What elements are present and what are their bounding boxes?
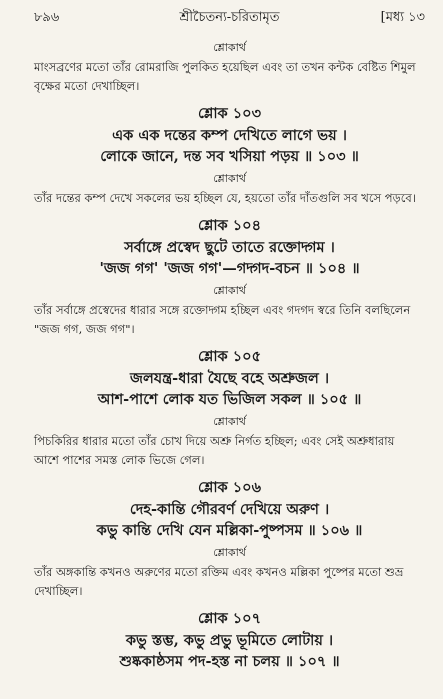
verse-line: দেহ-কান্তি গৌরবর্ণ দেখিয়ে অরুণ । — [129, 501, 330, 518]
translation-paragraph — [34, 301, 425, 338]
translation-label: শ্লোকার্থ — [213, 415, 246, 428]
translation-label: শ্লোকার্থ — [213, 284, 246, 297]
verse-number-heading: শ্লোক ১০৪ — [198, 217, 261, 234]
verse-line: জলযন্ত্র-ধারা যৈছে বহে অশ্রুজল । — [129, 370, 330, 387]
verse-line: সর্বাঙ্গে প্রস্বেদ ছুটে তাতে রক্তোদ্গম । — [124, 239, 335, 256]
page-header — [34, 8, 425, 30]
paragraph-line: তাঁর দন্তের কম্প দেখে সকলের ভয় হচ্ছিল যে, হয়তো তাঁর দাঁতগুলি সব খসে পড়বে। — [34, 191, 416, 205]
verse-line: শুষ্ককাষ্ঠসম পদ-হস্ত না চলয় ॥ ১০৭ ॥ — [119, 653, 340, 670]
verse-block — [34, 368, 425, 410]
verse-line: এক এক দন্তের কম্প দেখিতে লাগে ভয় । — [112, 127, 347, 144]
paragraph-line: বৃক্ষের মতো দেখাচ্ছিল। — [34, 79, 140, 93]
running-title: শ্রীচৈতন্য-চরিতামৃত — [179, 10, 280, 25]
verse-number-heading: শ্লোক ১০৬ — [197, 479, 261, 496]
translation-paragraph — [34, 189, 425, 207]
paragraph-line: আশে পাশের সমস্ত লোক ভিজে গেল। — [34, 453, 205, 467]
verse-line: লোকে জানে, দন্ত সব খসিয়া পড়য় ॥ ১০৩ ॥ — [100, 148, 359, 165]
verse-line: কভু স্তম্ভ, কভু প্রভু ভূমিতে লোটায় । — [125, 632, 334, 649]
verse-block — [34, 237, 425, 279]
paragraph-line: তাঁর সর্বাঙ্গে প্রস্বেদের ধারার সঙ্গে রক্তোদ্গম হচ্ছিল এবং গদগদ স্বরে তিনি বলছিলেন — [34, 303, 411, 317]
verse-block — [34, 630, 425, 672]
paragraph-line: তাঁর অঙ্গকান্তি কখনও অরুণের মতো রক্তিম এবং কখনও মল্লিকা পুষ্পের মতো শুভ্র — [34, 565, 404, 579]
translation-paragraph — [34, 563, 425, 600]
page-content — [34, 30, 425, 672]
verse-number-heading: শ্লোক ১০৩ — [197, 105, 261, 122]
section-label: [মধ্য ১৩ — [380, 10, 425, 25]
verse-line: 'জজ গগ' 'জজ গগ'—গদ্গদ-বচন ॥ ১০৪ ॥ — [99, 260, 360, 277]
translation-paragraph — [34, 58, 425, 95]
page-number: ৮৯৬ — [34, 10, 60, 25]
translation-label: শ্লোকার্থ — [213, 172, 246, 185]
translation-label: শ্লোকার্থ — [213, 546, 246, 559]
paragraph-line: পিচকিরির ধারার মতো তাঁর চোখ দিয়ে অশ্রু নির্গত হচ্ছিল; এবং সেই অশ্রুধারায় — [34, 434, 395, 448]
paragraph-line: দেখাচ্ছিল। — [34, 584, 83, 598]
verse-line: আশ-পাশে লোক যত ভিজিল সকল ॥ ১০৫ ॥ — [97, 391, 362, 408]
translation-paragraph — [34, 432, 425, 469]
verse-block — [34, 125, 425, 167]
paragraph-line: "জজ গগ, জজ গগ"। — [34, 322, 135, 336]
verse-block — [34, 499, 425, 541]
verse-number-heading: শ্লোক ১০৭ — [197, 610, 261, 627]
verse-line: কভু কান্তি দেখি যেন মল্লিকা-পুষ্পসম ॥ ১০৬ ॥ — [96, 522, 363, 539]
verse-number-heading: শ্লোক ১০৫ — [198, 348, 261, 365]
translation-label: শ্লোকার্থ — [213, 41, 246, 54]
paragraph-line: মাংসব্রণের মতো তাঁর রোমরাজি পুলকিত হয়েছিল এবং তা তখন কন্টক বেষ্টিত শিমুল — [34, 60, 416, 74]
